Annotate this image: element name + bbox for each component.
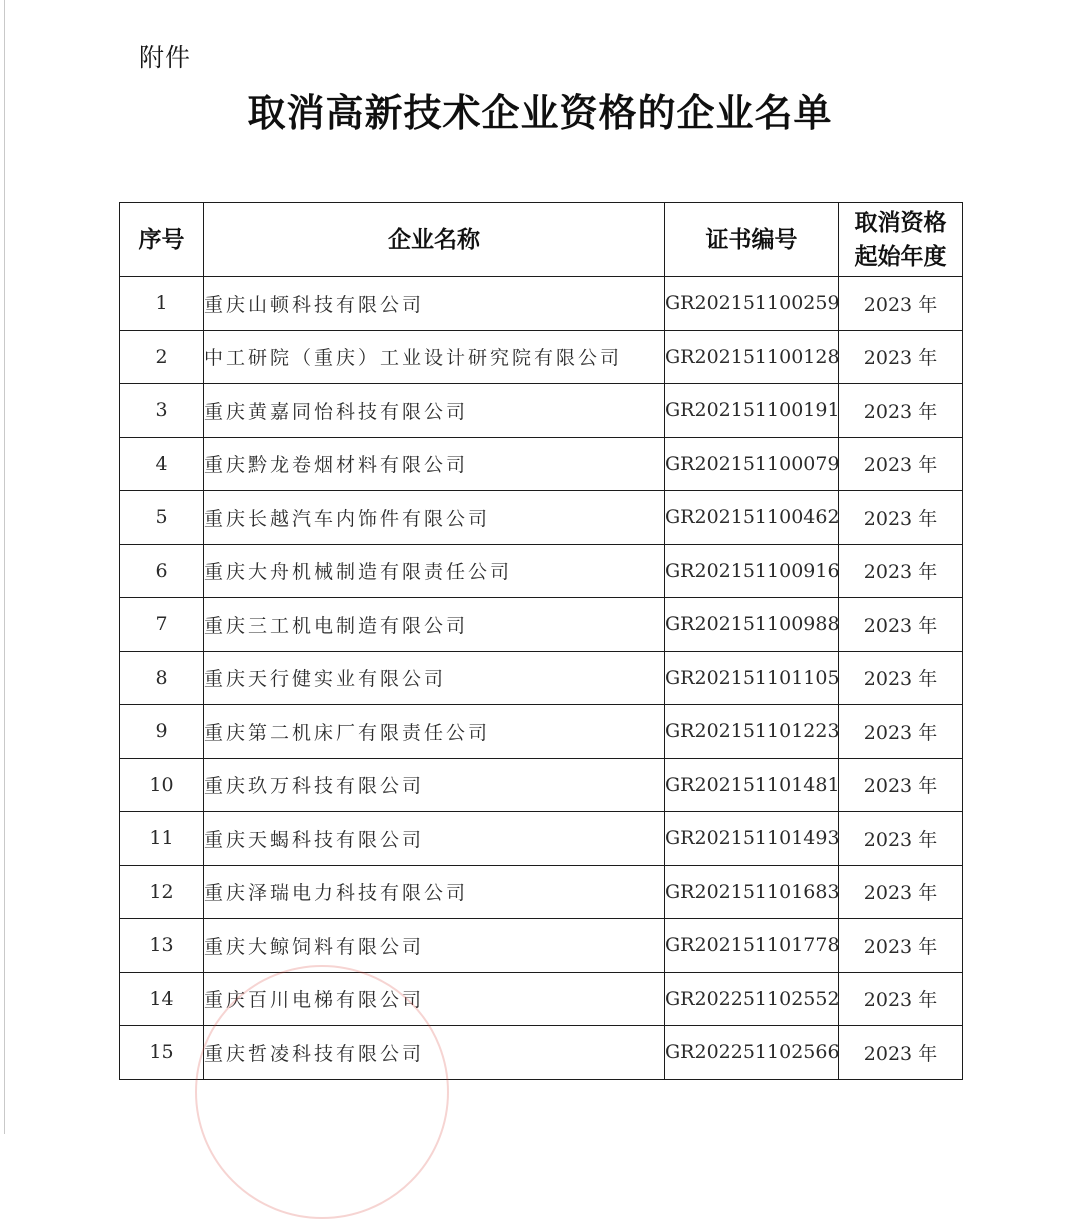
attachment-label: 附件 — [139, 43, 192, 72]
row-company-name: 重庆黔龙卷烟材料有限公司 — [204, 437, 665, 491]
table-row — [120, 812, 963, 866]
row-certificate-number: GR202151101493 — [665, 812, 839, 866]
row-index: 7 — [120, 598, 204, 652]
header-certificate-number: 证书编号 — [665, 203, 839, 277]
row-cancel-year: 2023 年 — [839, 491, 963, 545]
row-company-name: 重庆大鲸饲料有限公司 — [204, 919, 665, 973]
row-index: 12 — [120, 865, 204, 919]
row-cancel-year: 2023 年 — [839, 330, 963, 384]
row-cancel-year: 2023 年 — [839, 972, 963, 1026]
row-certificate-number: GR202151100191 — [665, 384, 839, 438]
row-index: 4 — [120, 437, 204, 491]
row-index: 15 — [120, 1026, 204, 1080]
table-row — [120, 651, 963, 705]
header-index: 序号 — [120, 203, 204, 277]
row-company-name: 重庆三工机电制造有限公司 — [204, 598, 665, 652]
row-index: 5 — [120, 491, 204, 545]
table-row — [120, 384, 963, 438]
row-company-name: 重庆大舟机械制造有限责任公司 — [204, 544, 665, 598]
table-row — [120, 598, 963, 652]
document-title: 取消高新技术企业资格的企业名单 — [247, 91, 833, 135]
page-left-edge — [4, 0, 5, 1134]
row-company-name: 重庆天行健实业有限公司 — [204, 651, 665, 705]
row-company-name: 中工研院（重庆）工业设计研究院有限公司 — [204, 330, 665, 384]
table-row — [120, 330, 963, 384]
row-index: 14 — [120, 972, 204, 1026]
table-row — [120, 705, 963, 759]
row-company-name: 重庆玖万科技有限公司 — [204, 758, 665, 812]
row-cancel-year: 2023 年 — [839, 651, 963, 705]
row-company-name: 重庆哲凌科技有限公司 — [204, 1026, 665, 1080]
row-cancel-year: 2023 年 — [839, 812, 963, 866]
row-certificate-number: GR202151101481 — [665, 758, 839, 812]
table-row — [120, 865, 963, 919]
row-certificate-number: GR202151101105 — [665, 651, 839, 705]
row-cancel-year: 2023 年 — [839, 758, 963, 812]
row-index: 1 — [120, 277, 204, 331]
row-cancel-year: 2023 年 — [839, 277, 963, 331]
header-cancel-year — [839, 203, 963, 277]
row-certificate-number: GR202151101223 — [665, 705, 839, 759]
table-row — [120, 972, 963, 1026]
row-company-name: 重庆第二机床厂有限责任公司 — [204, 705, 665, 759]
row-certificate-number: GR202251102566 — [665, 1026, 839, 1080]
row-cancel-year: 2023 年 — [839, 437, 963, 491]
row-index: 9 — [120, 705, 204, 759]
row-index: 8 — [120, 651, 204, 705]
row-cancel-year: 2023 年 — [839, 919, 963, 973]
row-certificate-number: GR202151101778 — [665, 919, 839, 973]
row-certificate-number: GR202151100462 — [665, 491, 839, 545]
row-index: 11 — [120, 812, 204, 866]
table-header-row — [120, 203, 963, 277]
row-company-name: 重庆泽瑞电力科技有限公司 — [204, 865, 665, 919]
company-list-table — [119, 202, 963, 1080]
row-company-name: 重庆黄嘉同怡科技有限公司 — [204, 384, 665, 438]
row-certificate-number: GR202151100259 — [665, 277, 839, 331]
row-company-name: 重庆百川电梯有限公司 — [204, 972, 665, 1026]
row-company-name: 重庆天蝎科技有限公司 — [204, 812, 665, 866]
row-index: 3 — [120, 384, 204, 438]
table-row — [120, 544, 963, 598]
row-certificate-number: GR202251102552 — [665, 972, 839, 1026]
table-row — [120, 437, 963, 491]
table-row — [120, 1026, 963, 1080]
header-cancel-year-line1: 取消资格 — [854, 209, 947, 236]
row-index: 6 — [120, 544, 204, 598]
row-certificate-number: GR202151100128 — [665, 330, 839, 384]
row-cancel-year: 2023 年 — [839, 1026, 963, 1080]
row-index: 13 — [120, 919, 204, 973]
row-certificate-number: GR202151100916 — [665, 544, 839, 598]
row-cancel-year: 2023 年 — [839, 865, 963, 919]
header-company-name: 企业名称 — [204, 203, 665, 277]
row-company-name: 重庆长越汽车内饰件有限公司 — [204, 491, 665, 545]
row-cancel-year: 2023 年 — [839, 705, 963, 759]
table-row — [120, 919, 963, 973]
table-row — [120, 491, 963, 545]
row-certificate-number: GR202151101683 — [665, 865, 839, 919]
row-index: 10 — [120, 758, 204, 812]
row-index: 2 — [120, 330, 204, 384]
header-cancel-year-line2: 起始年度 — [854, 243, 947, 270]
row-certificate-number: GR202151100988 — [665, 598, 839, 652]
row-company-name: 重庆山顿科技有限公司 — [204, 277, 665, 331]
table-row — [120, 277, 963, 331]
table-body — [120, 277, 963, 1080]
row-cancel-year: 2023 年 — [839, 384, 963, 438]
row-cancel-year: 2023 年 — [839, 598, 963, 652]
table-row — [120, 758, 963, 812]
row-cancel-year: 2023 年 — [839, 544, 963, 598]
row-certificate-number: GR202151100079 — [665, 437, 839, 491]
